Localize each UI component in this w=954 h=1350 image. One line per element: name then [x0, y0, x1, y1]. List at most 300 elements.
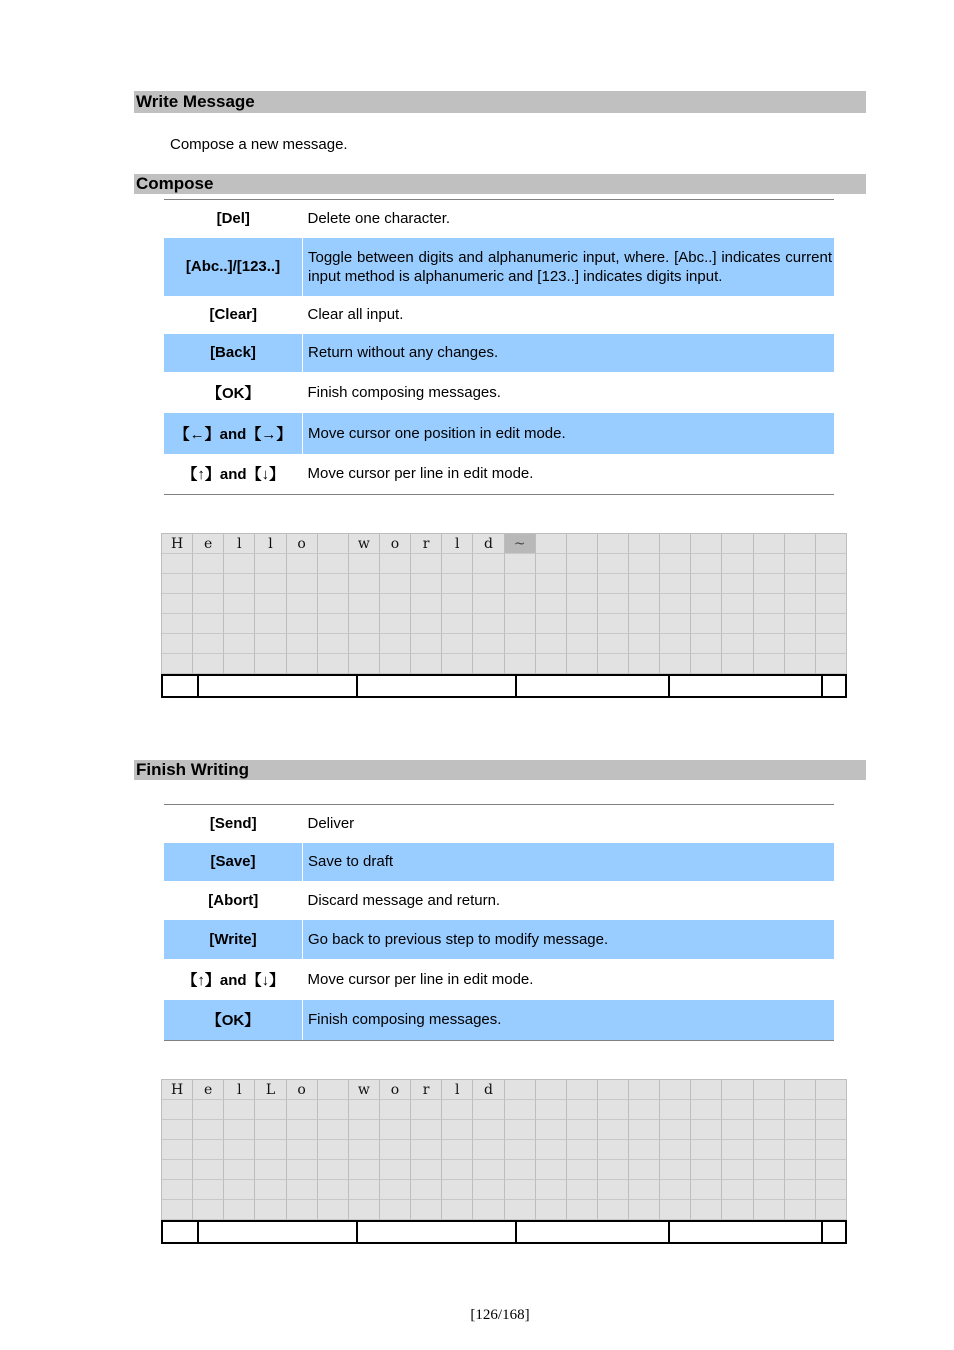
empty-cell [598, 1180, 629, 1200]
empty-cell [411, 594, 442, 614]
empty-cell [598, 594, 629, 614]
empty-cell [162, 574, 193, 594]
empty-cell [193, 1100, 224, 1120]
empty-cell [536, 1180, 567, 1200]
empty-cell [287, 1100, 318, 1120]
empty-cell [255, 1100, 286, 1120]
empty-cell [816, 1200, 847, 1220]
empty-cell [691, 1160, 722, 1180]
key-description: Finish composing messages. [307, 383, 501, 401]
empty-cell [380, 614, 411, 634]
empty-cell [785, 634, 816, 654]
empty-cell [162, 1100, 193, 1120]
empty-cell [349, 1180, 380, 1200]
char-cell: w [349, 534, 380, 554]
key-label: [Abort] [208, 891, 259, 909]
empty-cell [691, 1080, 722, 1100]
key-label: [Back] [164, 334, 303, 372]
section-header-compose [134, 174, 866, 194]
empty-cell [660, 1120, 691, 1140]
empty-cell [162, 1200, 193, 1220]
char-cell [318, 534, 349, 554]
char-cell: l [255, 534, 286, 554]
empty-cell [318, 1160, 349, 1180]
empty-cell [349, 1200, 380, 1220]
key-label: 【←】and【→】 [164, 413, 303, 454]
empty-cell [816, 634, 847, 654]
empty-cell [816, 654, 847, 674]
empty-cell [505, 594, 536, 614]
key-label: 【↑】and【↓】 [182, 971, 285, 989]
empty-cell [193, 614, 224, 634]
empty-cell [567, 594, 598, 614]
empty-cell [193, 1140, 224, 1160]
empty-cell [536, 1080, 567, 1100]
empty-cell [193, 654, 224, 674]
empty-cell [567, 1200, 598, 1220]
empty-cell [536, 554, 567, 574]
table-row [164, 881, 834, 920]
section-header-write-message [134, 91, 866, 113]
empty-cell [255, 554, 286, 574]
key-description: Clear all input. [307, 306, 404, 323]
key-label: [Del] [164, 200, 303, 238]
empty-cell [816, 1120, 847, 1140]
empty-cell [598, 634, 629, 654]
empty-cell [785, 1100, 816, 1120]
section-title: Write Message [136, 92, 255, 111]
empty-cell [442, 654, 473, 674]
empty-cell [287, 1140, 318, 1160]
empty-cell [411, 1200, 442, 1220]
empty-cell [380, 654, 411, 674]
char-cell: e [193, 1080, 224, 1100]
empty-cell [193, 1180, 224, 1200]
empty-cell [536, 1100, 567, 1120]
empty-cell [660, 1180, 691, 1200]
key-description: Deliver [303, 805, 835, 843]
empty-cell [411, 1140, 442, 1160]
empty-cell [224, 1200, 255, 1220]
text-grid [161, 1079, 847, 1220]
empty-cell [785, 1080, 816, 1100]
empty-cell [473, 1100, 504, 1120]
empty-cell [660, 654, 691, 674]
empty-cell [785, 1180, 816, 1200]
empty-cell [473, 594, 504, 614]
empty-cell [660, 1140, 691, 1160]
empty-cell [754, 1080, 785, 1100]
softkey-slot [358, 1222, 517, 1242]
cursor-cell: ~ [505, 534, 536, 554]
empty-cell [754, 1100, 785, 1120]
softkey-slot [163, 1222, 199, 1242]
empty-cell [536, 574, 567, 594]
empty-cell [224, 574, 255, 594]
empty-cell [722, 1180, 753, 1200]
empty-cell [567, 654, 598, 674]
section-header-finish-writing [134, 760, 866, 780]
empty-cell [598, 614, 629, 634]
empty-cell [722, 1140, 753, 1160]
char-cell: d [473, 534, 504, 554]
empty-cell [411, 574, 442, 594]
empty-cell [224, 654, 255, 674]
empty-cell [349, 1120, 380, 1140]
empty-cell [411, 1100, 442, 1120]
empty-cell [598, 534, 629, 554]
softkey-bar [161, 674, 847, 698]
empty-cell [442, 634, 473, 654]
section-title: Compose [136, 174, 214, 193]
empty-cell [162, 634, 193, 654]
page-number: [126/168] [470, 1307, 530, 1323]
empty-cell [255, 574, 286, 594]
empty-cell [754, 634, 785, 654]
empty-cell [193, 554, 224, 574]
empty-cell [567, 1160, 598, 1180]
char-cell: o [380, 1080, 411, 1100]
empty-cell [349, 654, 380, 674]
key-description: Finish composing messages. [303, 1000, 835, 1041]
empty-cell [598, 1160, 629, 1180]
key-description: Move cursor per line in edit mode. [307, 970, 534, 988]
empty-cell [318, 1200, 349, 1220]
empty-cell [629, 634, 660, 654]
empty-cell [722, 634, 753, 654]
empty-cell [660, 534, 691, 554]
empty-cell [754, 614, 785, 634]
empty-cell [660, 594, 691, 614]
empty-cell [473, 1180, 504, 1200]
empty-cell [722, 614, 753, 634]
empty-cell [722, 554, 753, 574]
empty-cell [567, 1120, 598, 1140]
empty-cell [691, 594, 722, 614]
char-cell: H [162, 534, 193, 554]
empty-cell [785, 1140, 816, 1160]
empty-cell [442, 574, 473, 594]
empty-cell [567, 554, 598, 574]
empty-cell [754, 654, 785, 674]
text-grid [161, 533, 847, 674]
empty-cell [318, 654, 349, 674]
empty-cell [193, 1200, 224, 1220]
empty-cell [380, 634, 411, 654]
table-row [164, 296, 834, 334]
empty-cell [754, 594, 785, 614]
empty-cell [224, 554, 255, 574]
empty-cell [691, 1180, 722, 1200]
empty-cell [754, 1140, 785, 1160]
empty-cell [473, 1160, 504, 1180]
empty-cell [318, 1180, 349, 1200]
char-cell: o [287, 1080, 318, 1100]
softkey-slot [670, 676, 823, 696]
empty-cell [754, 1120, 785, 1140]
empty-cell [660, 554, 691, 574]
empty-cell [785, 574, 816, 594]
empty-cell [754, 1200, 785, 1220]
table-row [164, 920, 834, 959]
empty-cell [505, 1200, 536, 1220]
empty-cell [505, 634, 536, 654]
empty-cell [660, 1160, 691, 1180]
empty-cell [816, 1080, 847, 1100]
compose-key-table [164, 199, 834, 495]
empty-cell [505, 1120, 536, 1140]
empty-cell [162, 1160, 193, 1180]
empty-cell [567, 574, 598, 594]
empty-cell [816, 1140, 847, 1160]
empty-cell [816, 534, 847, 554]
empty-cell [536, 1140, 567, 1160]
empty-cell [567, 634, 598, 654]
intro-text: Compose a new message. [170, 136, 348, 153]
empty-cell [442, 1120, 473, 1140]
empty-cell [411, 554, 442, 574]
empty-cell [536, 1200, 567, 1220]
empty-cell [411, 1160, 442, 1180]
empty-cell [380, 1120, 411, 1140]
key-description: Delete one character. [303, 200, 835, 238]
softkey-slot [517, 1222, 670, 1242]
empty-cell [816, 1160, 847, 1180]
empty-cell [536, 654, 567, 674]
key-description: Toggle between digits and alphanumeric input, where. [Abc..] indicates current input method is alphanumeric and [123..] indicates digits input. [303, 238, 835, 296]
empty-cell [629, 1080, 660, 1100]
empty-cell [598, 1200, 629, 1220]
char-cell: r [411, 1080, 442, 1100]
empty-cell [785, 594, 816, 614]
empty-cell [660, 1200, 691, 1220]
empty-cell [629, 554, 660, 574]
char-cell: l [442, 1080, 473, 1100]
softkey-slot [163, 676, 199, 696]
char-cell: H [162, 1080, 193, 1100]
empty-cell [505, 1160, 536, 1180]
empty-cell [380, 1100, 411, 1120]
empty-cell [629, 1160, 660, 1180]
empty-cell [287, 654, 318, 674]
empty-cell [349, 554, 380, 574]
char-cell: l [224, 1080, 255, 1100]
empty-cell [785, 534, 816, 554]
key-label: [Abc..]/[123..] [164, 238, 303, 296]
empty-cell [598, 654, 629, 674]
empty-cell [629, 534, 660, 554]
empty-cell [318, 634, 349, 654]
empty-cell [442, 1180, 473, 1200]
empty-cell [691, 1120, 722, 1140]
empty-cell [598, 1120, 629, 1140]
empty-cell [722, 1200, 753, 1220]
empty-cell [287, 1160, 318, 1180]
empty-cell [629, 1180, 660, 1200]
softkey-slot [199, 676, 358, 696]
char-cell: r [411, 534, 442, 554]
empty-cell [754, 1160, 785, 1180]
empty-cell [224, 1180, 255, 1200]
empty-cell [505, 574, 536, 594]
empty-cell [349, 574, 380, 594]
empty-cell [536, 634, 567, 654]
empty-cell [287, 634, 318, 654]
softkey-slot [670, 1222, 823, 1242]
empty-cell [162, 594, 193, 614]
char-cell [318, 1080, 349, 1100]
empty-cell [380, 1140, 411, 1160]
empty-cell [411, 654, 442, 674]
empty-cell [722, 574, 753, 594]
empty-cell [691, 654, 722, 674]
char-cell: l [442, 534, 473, 554]
empty-cell [722, 654, 753, 674]
empty-cell [598, 1100, 629, 1120]
key-description: Discard message and return. [307, 891, 501, 909]
empty-cell [442, 1160, 473, 1180]
empty-cell [785, 554, 816, 574]
empty-cell [567, 614, 598, 634]
empty-cell [162, 1140, 193, 1160]
empty-cell [349, 614, 380, 634]
empty-cell [816, 614, 847, 634]
empty-cell [411, 614, 442, 634]
softkey-slot [358, 676, 517, 696]
empty-cell [318, 594, 349, 614]
empty-cell [473, 1140, 504, 1160]
empty-cell [816, 594, 847, 614]
key-description: Move cursor per line in edit mode. [303, 454, 835, 495]
empty-cell [598, 1140, 629, 1160]
empty-cell [380, 554, 411, 574]
empty-cell [349, 594, 380, 614]
empty-cell [473, 1120, 504, 1140]
empty-cell [722, 1100, 753, 1120]
empty-cell [380, 1160, 411, 1180]
table-row [164, 238, 834, 296]
empty-cell [816, 554, 847, 574]
finish-key-table [164, 804, 834, 1041]
table-row [164, 454, 834, 495]
empty-cell [722, 1120, 753, 1140]
empty-cell [629, 574, 660, 594]
empty-cell [318, 554, 349, 574]
empty-cell [193, 1120, 224, 1140]
empty-cell [691, 634, 722, 654]
table-row [164, 200, 834, 238]
empty-cell [629, 654, 660, 674]
empty-cell [567, 1180, 598, 1200]
key-label: [Send] [164, 805, 303, 843]
empty-cell [193, 634, 224, 654]
empty-cell [380, 594, 411, 614]
key-description: Move cursor one position in edit mode. [303, 413, 835, 454]
empty-cell [567, 534, 598, 554]
empty-cell [255, 634, 286, 654]
empty-cell [505, 614, 536, 634]
empty-cell [785, 1120, 816, 1140]
empty-cell [442, 1100, 473, 1120]
empty-cell [629, 1140, 660, 1160]
empty-cell [442, 554, 473, 574]
empty-cell [287, 614, 318, 634]
empty-cell [536, 614, 567, 634]
key-description: Return without any changes. [303, 334, 835, 372]
key-description: Save to draft [303, 843, 835, 881]
empty-cell [287, 574, 318, 594]
key-label: [Save] [164, 843, 303, 881]
softkey-bar [161, 1220, 847, 1244]
empty-cell [380, 574, 411, 594]
empty-cell [255, 1180, 286, 1200]
empty-cell [255, 654, 286, 674]
empty-cell [754, 1180, 785, 1200]
key-label: 【↑】and【↓】 [164, 454, 303, 495]
empty-cell [660, 1100, 691, 1120]
empty-cell [505, 654, 536, 674]
empty-cell [629, 1200, 660, 1220]
empty-cell [660, 634, 691, 654]
empty-cell [349, 1140, 380, 1160]
empty-cell [567, 1080, 598, 1100]
empty-cell [722, 1080, 753, 1100]
empty-cell [536, 594, 567, 614]
empty-cell [505, 1180, 536, 1200]
empty-cell [567, 1140, 598, 1160]
char-cell: o [380, 534, 411, 554]
empty-cell [505, 1100, 536, 1120]
empty-cell [318, 1140, 349, 1160]
empty-cell [442, 594, 473, 614]
empty-cell [224, 1160, 255, 1180]
char-cell: L [255, 1080, 286, 1100]
empty-cell [505, 1080, 536, 1100]
empty-cell [505, 1140, 536, 1160]
empty-cell [442, 1140, 473, 1160]
empty-cell [224, 1140, 255, 1160]
empty-cell [629, 614, 660, 634]
key-label: [Write] [164, 920, 303, 959]
empty-cell [629, 1120, 660, 1140]
key-label: 【OK】 [164, 1000, 303, 1041]
empty-cell [318, 614, 349, 634]
empty-cell [722, 594, 753, 614]
phone-screen-compose [161, 533, 847, 698]
empty-cell [536, 1120, 567, 1140]
empty-cell [598, 1080, 629, 1100]
table-row [164, 1000, 834, 1041]
empty-cell [224, 614, 255, 634]
empty-cell [473, 634, 504, 654]
char-cell: d [473, 1080, 504, 1100]
empty-cell [287, 1200, 318, 1220]
empty-cell [473, 614, 504, 634]
softkey-slot [199, 1222, 358, 1242]
empty-cell [349, 1160, 380, 1180]
empty-cell [349, 634, 380, 654]
empty-cell [785, 654, 816, 674]
softkey-slot [823, 676, 845, 696]
empty-cell [598, 574, 629, 594]
empty-cell [691, 574, 722, 594]
empty-cell [691, 554, 722, 574]
empty-cell [224, 594, 255, 614]
key-description: Go back to previous step to modify message. [303, 920, 835, 959]
table-row [164, 959, 834, 1000]
empty-cell [380, 1180, 411, 1200]
empty-cell [473, 654, 504, 674]
